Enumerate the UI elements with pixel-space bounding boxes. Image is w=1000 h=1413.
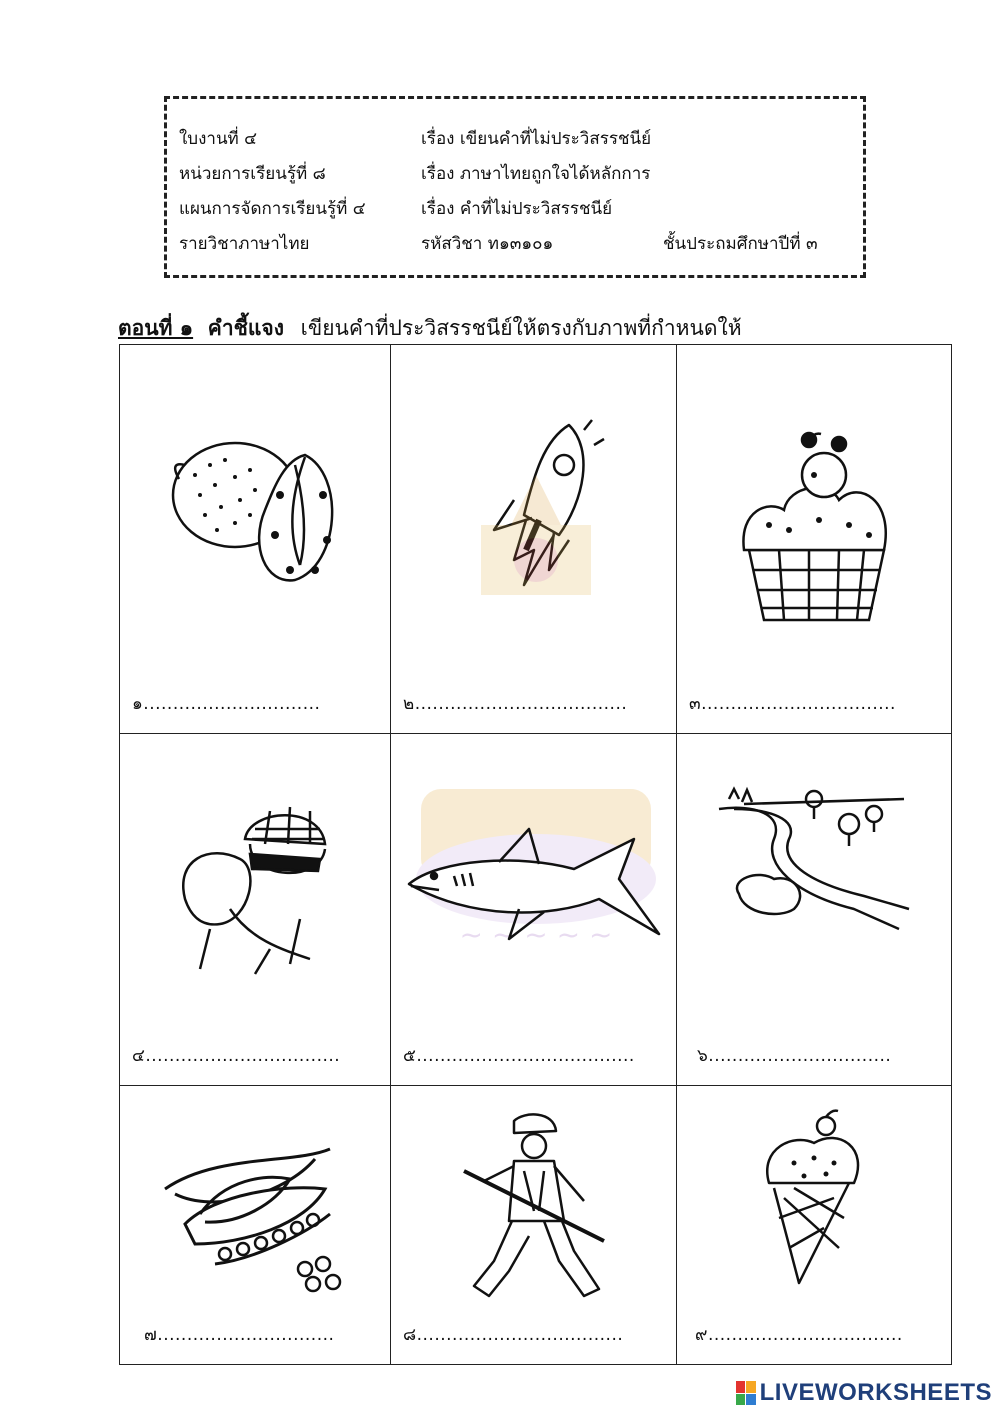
grade-level: ชั้นประถมศึกษาปีที่ ๓ (663, 234, 818, 254)
subject-code: รหัสวิชา ท๑๓๑๐๑ (421, 234, 554, 254)
header-box (164, 96, 866, 278)
jackfruit-icon (155, 415, 355, 595)
grid-cell-3 (677, 345, 951, 734)
worksheet-number: ใบงานที่ ๔ (179, 129, 258, 149)
picture-grid (119, 344, 952, 1365)
worksheet-topic: เรื่อง เขียนคำที่ไม่ประวิสรรชนีย์ (421, 129, 652, 149)
unit-number: หน่วยการเรียนรู้ที่ ๘ (179, 164, 326, 184)
grid-cell-5 (391, 734, 677, 1086)
answer-line-5[interactable]: ๕..................................... (403, 1046, 635, 1066)
grid-cell-4 (120, 734, 391, 1086)
instruction-label: คำชี้แจง (207, 316, 284, 340)
footer-brand (736, 1379, 992, 1407)
brand-name: LIVEWORKSHEETS (759, 1379, 992, 1406)
liveworksheets-logo-icon (736, 1381, 756, 1405)
unit-topic: เรื่อง ภาษาไทยถูกใจได้หลักการ (421, 164, 651, 184)
grid-cell-8 (391, 1086, 677, 1364)
grid-cell-6 (677, 734, 951, 1086)
instruction-text: เขียนคำที่ประวิสรรชนีย์ให้ตรงกับภาพที่กำหนดให้ (300, 316, 742, 340)
section-heading (118, 312, 878, 345)
grid-cell-9 (677, 1086, 951, 1364)
cupcake-icon (729, 430, 899, 630)
answer-line-9[interactable]: ๙................................. (695, 1325, 903, 1345)
thief-icon (170, 799, 340, 979)
plan-number: แผนการจัดการเรียนรู้ที่ ๔ (179, 199, 366, 219)
plan-topic: เรื่อง คำที่ไม่ประวิสรรชนีย์ (421, 199, 613, 219)
peas-icon (155, 1134, 355, 1304)
ice-cream-icon (754, 1108, 874, 1288)
grid-cell-7 (120, 1086, 391, 1364)
grid-cell-2 (391, 345, 677, 734)
answer-line-4[interactable]: ๔................................. (132, 1046, 341, 1066)
grid-cell-1 (120, 345, 391, 734)
rocket-icon (454, 410, 614, 610)
answer-line-8[interactable]: ๘................................... (403, 1325, 624, 1345)
section-label: ตอนที่ ๑ (118, 316, 194, 340)
soldier-icon (444, 1111, 624, 1311)
road-puddle-icon (714, 784, 914, 934)
svg-text:~ ~ ~ ~ ~: ~ ~ ~ ~ ~ (459, 918, 613, 951)
answer-line-7[interactable]: ๗.............................. (144, 1325, 335, 1345)
subject-name: รายวิชาภาษาไทย (179, 234, 310, 254)
answer-line-3[interactable]: ๓................................. (689, 694, 896, 714)
answer-line-2[interactable]: ๒.................................... (403, 694, 628, 714)
answer-line-1[interactable]: ๑.............................. (132, 694, 321, 714)
answer-line-6[interactable]: ๖............................... (697, 1046, 892, 1066)
shark-icon (399, 824, 669, 954)
